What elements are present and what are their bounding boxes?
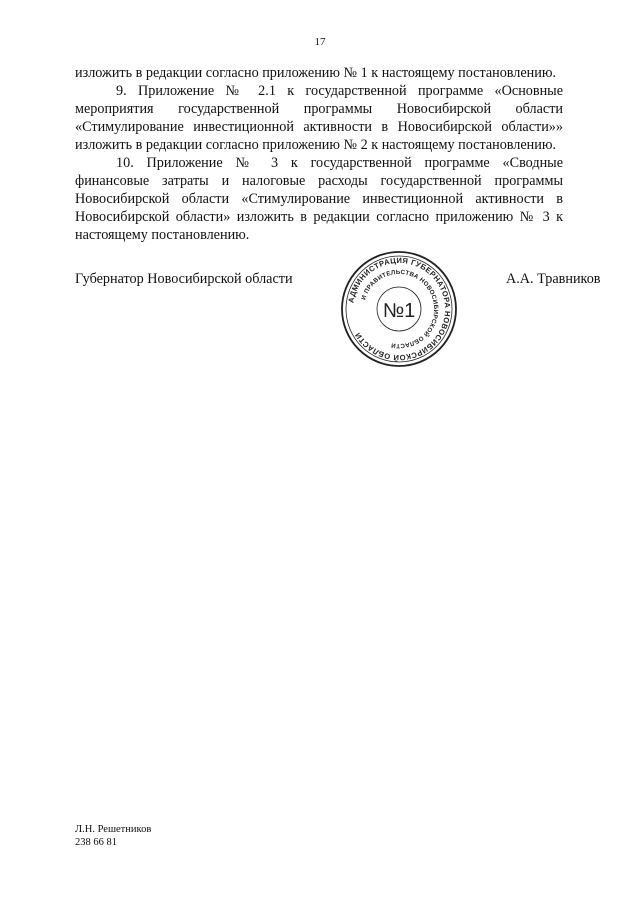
paragraph-continuation: изложить в редакции согласно приложению № 1 к настоящему постановлению. bbox=[75, 65, 557, 81]
footer-contact bbox=[75, 823, 151, 849]
stamp-outer-text: АДМИНИСТРАЦИЯ ГУБЕРНАТОРА НОВОСИБИРСКОЙ ОБЛАСТИ bbox=[346, 255, 453, 363]
stamp-inner-text: И ПРАВИТЕЛЬСТВА НОВОСИБИРСКОЙ ОБЛАСТИ bbox=[360, 268, 440, 350]
stamp-center-number: №1 bbox=[382, 300, 416, 322]
signature-name: А.А. Травников bbox=[506, 271, 601, 287]
signature-position: Губернатор Новосибирской области bbox=[75, 271, 293, 287]
official-seal-stamp bbox=[339, 249, 459, 369]
paragraph-item-10: 10. Приложение № 3 к государственной программе «Сводные финансовые затраты и налоговые расходы государственной программы Новосибирской области «Стимулирование инвестиционной активности в Новосибирской области» изложить в редакции согласно приложению № 3 к настоящему постановлению. bbox=[75, 155, 563, 243]
page-number: 17 bbox=[314, 36, 326, 48]
footer-phone: 238 66 81 bbox=[75, 837, 117, 848]
footer-author: Л.Н. Решетников bbox=[75, 824, 152, 835]
document-body bbox=[75, 64, 563, 244]
paragraph-item-9: 9. Приложение № 2.1 к государственной программе «Основные мероприятия государственной программы Новосибирской области «Стимулирование инвестиционной активности в Новосибирской области»» изложить в редакции согласно приложению № 2 к настоящему постановлению. bbox=[75, 83, 563, 153]
